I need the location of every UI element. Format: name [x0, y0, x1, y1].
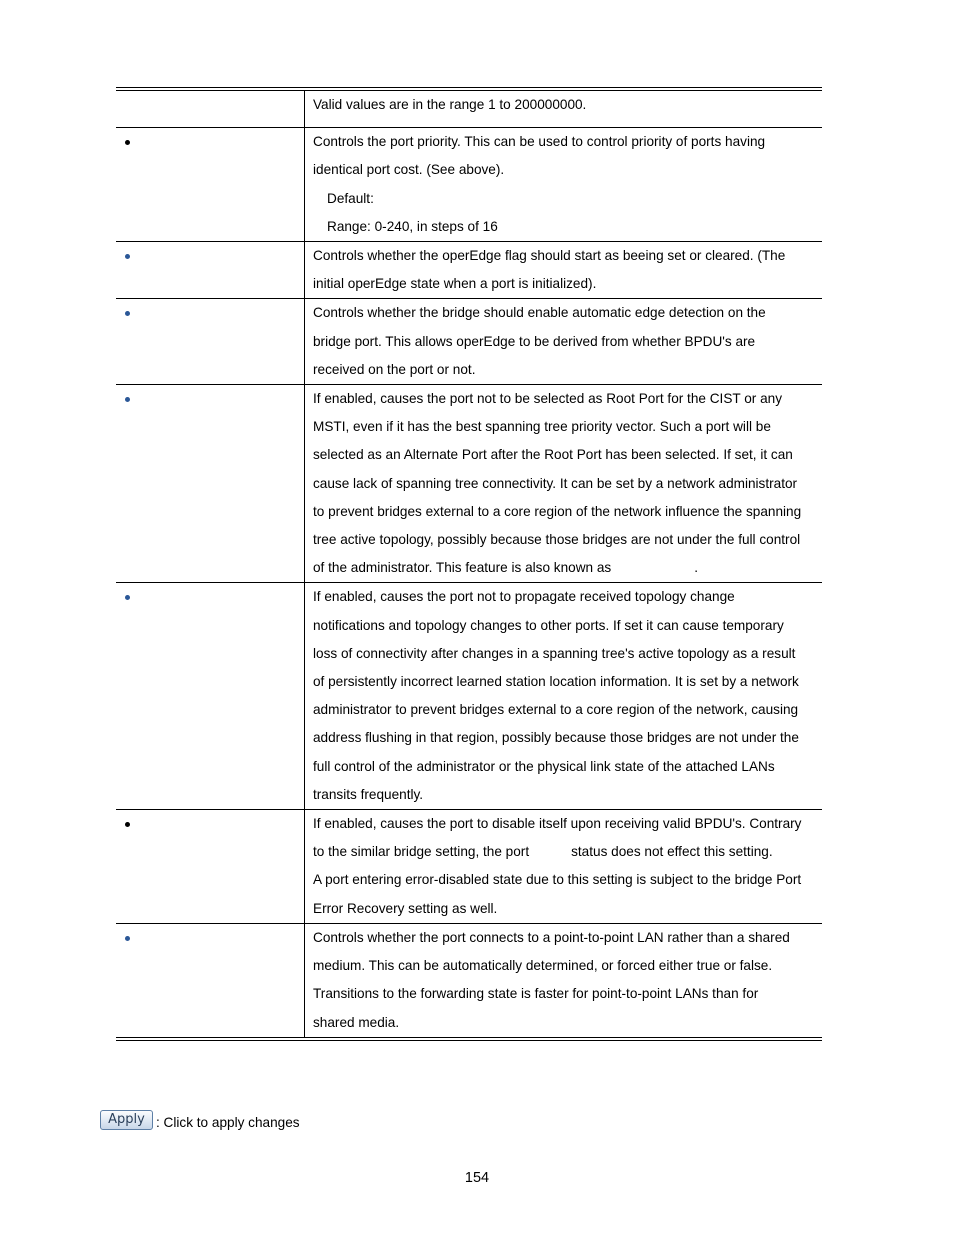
description-text: status does not effect this setting. — [571, 844, 773, 860]
parameter-name-cell — [116, 299, 305, 385]
description-line: medium. This can be automatically determined, or forced either true or false. — [313, 958, 773, 974]
parameter-description-cell — [305, 923, 823, 1038]
table-row — [116, 923, 822, 1038]
table-row — [116, 583, 822, 810]
parameter-name-cell — [116, 385, 305, 583]
parameter-description-cell — [305, 242, 823, 299]
description-line: administrator to prevent bridges external to a core region of the network, causing — [313, 702, 799, 718]
description-line: bridge port. This allows operEdge to be derived from whether BPDU's are — [313, 333, 756, 349]
table-row — [116, 810, 822, 924]
range-label: Range: 0-240, in steps of 16 — [327, 218, 498, 234]
description-line: tree active topology, possibly because those bridges are not under the full control — [313, 532, 801, 548]
description-line: MSTI, even if it has the best spanning tree priority vector. Such a port will be — [313, 419, 771, 435]
table-row — [116, 242, 822, 299]
parameter-name-cell — [116, 810, 305, 924]
default-label: Default: — [327, 190, 374, 206]
description-line: Controls the port priority. This can be used to control priority of ports having — [313, 134, 766, 150]
description-line: cause lack of spanning tree connectivity. It can be set by a network administrator — [313, 475, 798, 491]
description-line: If enabled, causes the port to disable itself upon receiving valid BPDU's. Contrary — [313, 816, 802, 832]
parameter-description-cell — [305, 299, 823, 385]
parameter-name-cell — [116, 89, 305, 128]
description-line: of persistently incorrect learned station location information. It is set by a network — [313, 674, 799, 690]
bullet-icon — [125, 397, 130, 402]
apply-instruction — [100, 1107, 300, 1133]
description-line: loss of connectivity after changes in a spanning tree's active topology as a result — [313, 645, 796, 661]
parameter-name-cell — [116, 128, 305, 242]
description-line: identical port cost. (See above). — [313, 162, 505, 178]
page-number: 154 — [464, 1170, 490, 1186]
description-line: Transitions to the forwarding state is faster for point-to-point LANs than for — [313, 986, 759, 1002]
description-line: shared media. — [313, 1014, 400, 1030]
parameter-table — [116, 87, 822, 1041]
description-line: Controls whether the bridge should enable automatic edge detection on the — [313, 305, 766, 321]
description-line: selected as an Alternate Port after the Root Port has been selected. If set, it can — [313, 447, 793, 463]
bullet-icon — [125, 254, 130, 259]
description-line: Valid values are in the range 1 to 200000000. — [313, 97, 587, 112]
description-line: transits frequently. — [313, 786, 424, 802]
bullet-icon — [125, 311, 130, 316]
description-text: . — [694, 560, 698, 576]
description-line: Error Recovery setting as well. — [313, 900, 498, 916]
table-row — [116, 89, 822, 128]
description-line: address flushing in that region, possibly because those bridges are not under the — [313, 730, 799, 746]
bullet-icon — [125, 822, 130, 827]
bullet-icon — [125, 140, 130, 145]
table-row — [116, 128, 822, 242]
description-line: to prevent bridges external to a core region of the network influence the spanning — [313, 503, 802, 519]
description-text: to the similar bridge setting, the port — [313, 844, 530, 860]
parameter-name-cell — [116, 583, 305, 810]
parameter-description-cell — [305, 810, 823, 924]
parameter-name-cell — [116, 242, 305, 299]
parameter-description-cell — [305, 128, 823, 242]
parameter-description-cell — [305, 583, 823, 810]
table-row — [116, 385, 822, 583]
description-line: notifications and topology changes to other ports. If set it can cause temporary — [313, 617, 784, 633]
description-line: Controls whether the port connects to a point-to-point LAN rather than a shared — [313, 929, 790, 945]
table-row — [116, 299, 822, 385]
description-line: initial operEdge state when a port is initialized). — [313, 276, 597, 292]
description-line: Controls whether the operEdge flag should start as beeing set or cleared. (The — [313, 248, 786, 264]
description-line: A port entering error-disabled state due to this setting is subject to the bridge Port — [313, 872, 802, 888]
bullet-icon — [125, 595, 130, 600]
parameter-name-cell — [116, 923, 305, 1038]
apply-description: : Click to apply changes — [156, 1115, 300, 1130]
parameter-description-cell — [305, 385, 823, 583]
description-line — [313, 838, 816, 866]
description-line: If enabled, causes the port not to be selected as Root Port for the CIST or any — [313, 391, 783, 407]
bullet-icon — [125, 936, 130, 941]
description-text: of the administrator. This feature is also known as — [313, 560, 612, 576]
parameter-description-cell — [305, 89, 823, 128]
description-line: received on the port or not. — [313, 361, 476, 377]
description-line: If enabled, causes the port not to propagate received topology change — [313, 589, 735, 605]
description-line — [313, 554, 816, 582]
description-line: full control of the administrator or the physical link state of the attached LANs — [313, 758, 775, 774]
apply-button[interactable]: Apply — [100, 1110, 153, 1130]
